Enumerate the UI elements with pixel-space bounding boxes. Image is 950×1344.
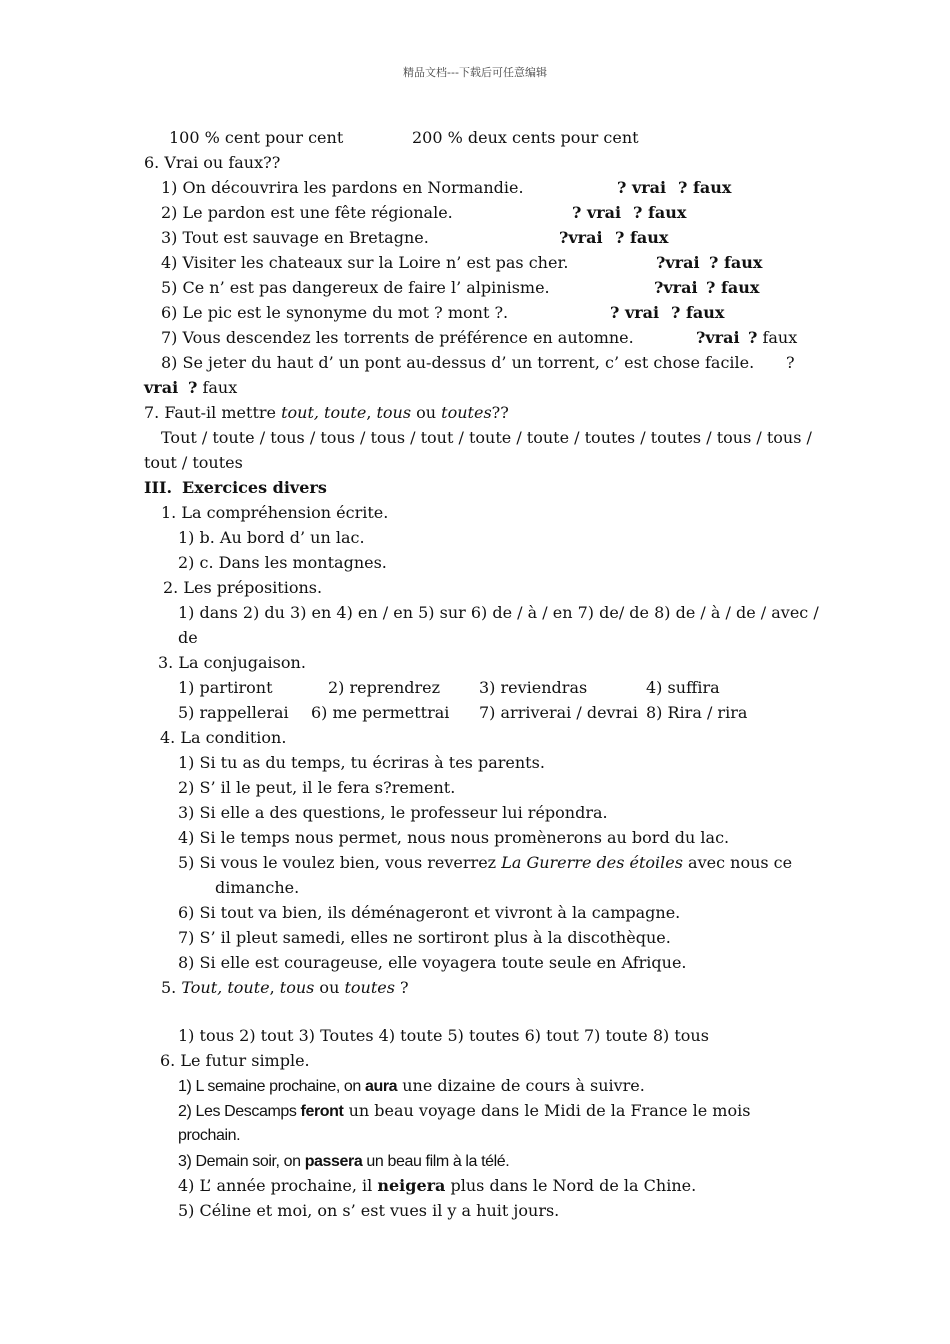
word-tout-toute: tout, toute	[281, 403, 367, 422]
futur-item-4	[178, 1176, 696, 1196]
comma-2: ,	[269, 978, 280, 997]
comprehension-answer-1: 1) b. Au bord d’ un lac.	[178, 528, 365, 547]
word-toutes: toutes	[441, 403, 492, 422]
vf-question-4: 4) Visiter les chateaux sur la Loire n’ est pas cher.	[161, 253, 569, 272]
futur-item-4-end: plus dans le Nord de la Chine.	[445, 1176, 697, 1195]
page-header: 精品文档---下载后可任意编辑	[403, 66, 547, 79]
vf-faux-2: ? faux	[633, 203, 687, 222]
condition-item-3: 3) Si elle a des questions, le professeur lui répondra.	[178, 803, 608, 822]
futur-item-4-start: 4) L’ année prochaine, il	[178, 1176, 378, 1195]
vf-vrai-1: ? vrai	[617, 178, 667, 197]
futur-item-5: 5) Céline et moi, on s’ est vues il y a huit jours.	[178, 1201, 560, 1220]
section-tout-suffix: ??	[491, 403, 509, 422]
futur-simple-title: 6. Le futur simple.	[160, 1051, 310, 1070]
vf-question-7: 7) Vous descendez les torrents de préférence en automne.	[161, 328, 634, 347]
futur-item-3-start: 3) Demain soir, on	[178, 1153, 305, 1170]
tout-toute-suffix: ?	[394, 978, 409, 997]
word-ou-2: ou	[314, 978, 345, 997]
conjugaison-answer-2: 2) reprendrez	[328, 678, 441, 697]
conjugaison-answer-6: 6) me permettrai	[311, 703, 450, 722]
tout-answers-line-2: tout / toutes	[144, 453, 243, 472]
section-tout-title	[144, 403, 509, 423]
vf-question-8: 8) Se jeter du haut d’ un pont au-dessus d’ un torrent, c’ est chose facile.	[161, 353, 755, 372]
vf-faux-8-label: faux	[197, 378, 238, 397]
percent-100: 100 % cent pour cent	[169, 128, 344, 147]
vf-faux-6: ? faux	[671, 303, 725, 322]
comma: ,	[366, 403, 377, 422]
condition-item-6: 6) Si tout va bien, ils déménageront et vivront à la campagne.	[178, 903, 681, 922]
futur-item-2-end: un beau voyage dans le Midi de la France le mois	[343, 1101, 751, 1120]
futur-verb-passera: passera	[304, 1153, 363, 1170]
condition-item-7: 7) S’ il pleut samedi, elles ne sortiront plus à la discothèque.	[178, 928, 671, 947]
comprehension-title: 1. La compréhension écrite.	[161, 503, 389, 522]
futur-item-2-continuation: prochain.	[178, 1127, 241, 1144]
vf-question-6: 6) Le pic est le synonyme du mot ? mont ?.	[161, 303, 509, 322]
conjugaison-answer-1: 1) partiront	[178, 678, 273, 697]
vf-vrai-7: ?vrai	[696, 328, 740, 347]
futur-item-2	[178, 1101, 750, 1122]
film-title: La Gurerre des étoiles	[501, 853, 683, 872]
condition-item-4: 4) Si le temps nous permet, nous nous promènerons au bord du lac.	[178, 828, 730, 847]
condition-item-5-start: 5) Si vous le voulez bien, vous reverrez	[178, 853, 502, 872]
vf-question-3: 3) Tout est sauvage en Bretagne.	[161, 228, 429, 247]
futur-verb-neigera: neigera	[377, 1176, 446, 1195]
futur-item-1	[178, 1076, 645, 1097]
word-tous-2: tous	[279, 978, 315, 997]
tout-toute-answers: 1) tous 2) tout 3) Toutes 4) toute 5) toutes 6) tout 7) toute 8) tous	[178, 1026, 709, 1045]
word-tout-toute-2: Tout, toute	[181, 978, 270, 997]
vf-faux-4: ? faux	[709, 253, 763, 272]
condition-item-8: 8) Si elle est courageuse, elle voyagera toute seule en Afrique.	[178, 953, 687, 972]
section-vrai-faux-title: 6. Vrai ou faux??	[144, 153, 281, 172]
condition-title: 4. La condition.	[160, 728, 287, 747]
condition-item-5-end: avec nous ce	[682, 853, 793, 872]
prepositions-answers-line-2: de	[178, 628, 198, 647]
comprehension-answer-2: 2) c. Dans les montagnes.	[178, 553, 387, 572]
conjugaison-answer-4: 4) suffira	[646, 678, 720, 697]
prepositions-answers-line-1: 1) dans 2) du 3) en 4) en / en 5) sur 6) de / à / en 7) de/ de 8) de / à / de / avec /	[178, 603, 819, 622]
conjugaison-answer-5: 5) rappellerai	[178, 703, 289, 722]
vf-question-5: 5) Ce n’ est pas dangereux de faire l’ alpinisme.	[161, 278, 550, 297]
condition-item-1: 1) Si tu as du temps, tu écriras à tes parents.	[178, 753, 545, 772]
futur-verb-feront: feront	[300, 1103, 344, 1120]
vf-faux-5: ? faux	[706, 278, 760, 297]
vf-question-8-end: ?	[786, 353, 795, 372]
vf-vrai-3: ?vrai	[559, 228, 603, 247]
conjugaison-answer-7: 7) arriverai / devrai	[479, 703, 638, 722]
tout-toute-title	[161, 978, 409, 998]
section-tout-prefix: 7. Faut-il mettre	[144, 403, 282, 422]
vf-vrai-5: ?vrai	[654, 278, 698, 297]
vf-vrai-2: ? vrai	[572, 203, 622, 222]
word-ou: ou	[411, 403, 442, 422]
conjugaison-title: 3. La conjugaison.	[158, 653, 306, 672]
futur-item-1-start: 1) L semaine prochaine, on	[178, 1078, 365, 1095]
vf-question-2: 2) Le pardon est une fête régionale.	[161, 203, 453, 222]
vf-faux-7-label: faux	[757, 328, 798, 347]
percent-200: 200 % deux cents pour cent	[412, 128, 639, 147]
vf-faux-7-mark: ?	[748, 328, 758, 347]
futur-verb-aura: aura	[364, 1078, 398, 1095]
futur-item-3-end: un beau film à la télé.	[362, 1153, 510, 1170]
tout-toute-prefix: 5.	[161, 978, 182, 997]
vf-vrai-8: vrai	[144, 378, 179, 397]
word-toutes-2: toutes	[344, 978, 395, 997]
prepositions-title: 2. Les prépositions.	[163, 578, 323, 597]
vf-faux-3: ? faux	[615, 228, 669, 247]
vf-vrai-4: ?vrai	[656, 253, 700, 272]
vf-faux-8	[188, 378, 237, 398]
vf-question-1: 1) On découvrira les pardons en Normandie.	[161, 178, 524, 197]
condition-item-2: 2) S’ il le peut, il le fera s?rement.	[178, 778, 456, 797]
condition-item-5-continuation: dimanche.	[215, 878, 300, 897]
vf-faux-7	[748, 328, 797, 348]
section-iii-title: Exercices divers	[182, 478, 327, 497]
vf-vrai-6: ? vrai	[610, 303, 660, 322]
condition-item-5	[178, 853, 792, 873]
futur-item-1-end: une dizaine de cours à suivre.	[397, 1076, 645, 1095]
futur-item-2-start: 2) Les Descamps	[178, 1103, 301, 1120]
vf-faux-1: ? faux	[678, 178, 732, 197]
futur-item-3	[178, 1151, 509, 1172]
section-iii-number: III.	[144, 478, 173, 497]
conjugaison-answer-8: 8) Rira / rira	[646, 703, 748, 722]
word-tous: tous	[376, 403, 412, 422]
tout-answers-line-1: Tout / toute / tous / tous / tous / tout / toute / toute / toutes / toutes / tous / tous /	[161, 428, 812, 447]
vf-faux-8-mark: ?	[188, 378, 198, 397]
conjugaison-answer-3: 3) reviendras	[479, 678, 588, 697]
